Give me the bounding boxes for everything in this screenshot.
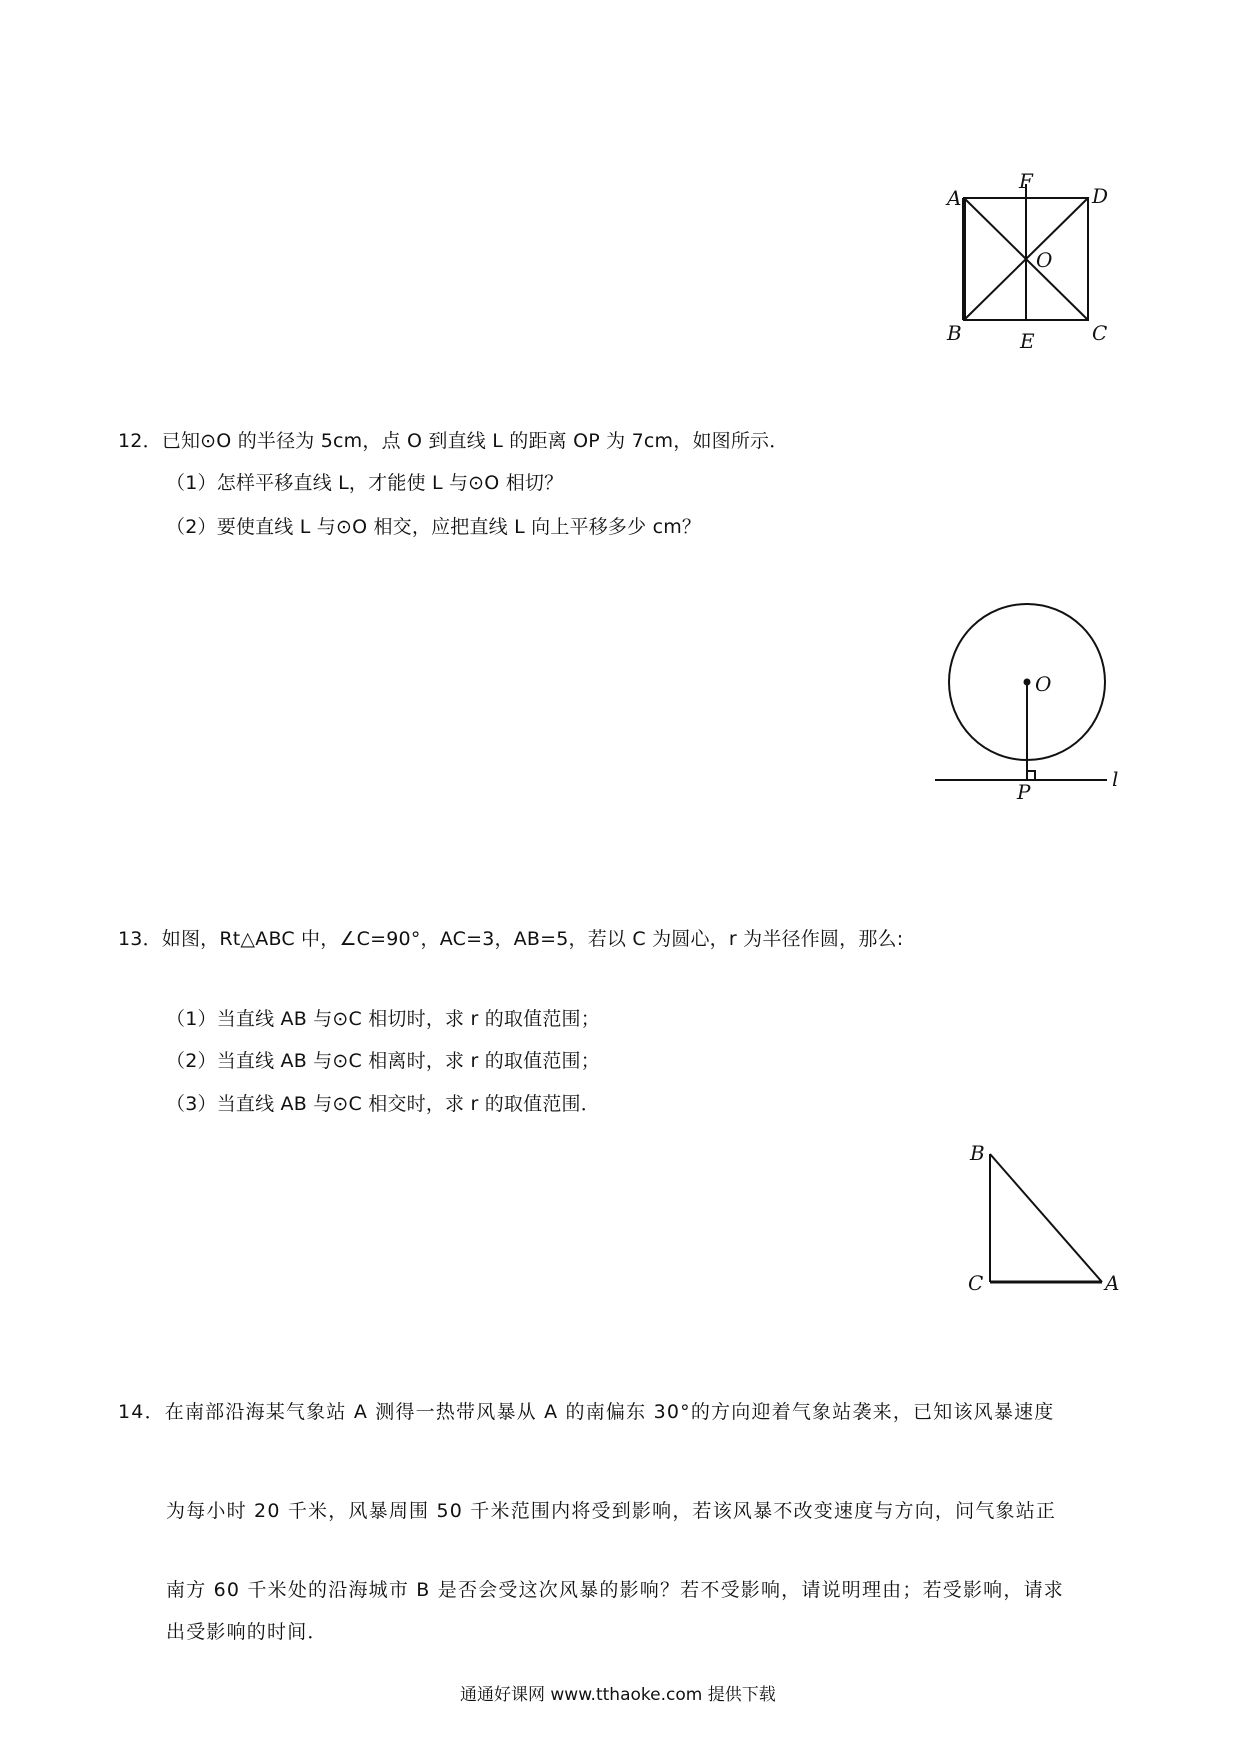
- label-triangle-a: A: [1105, 1271, 1120, 1295]
- problem-14-line-1: 14．在南部沿海某气象站 A 测得一热带风暴从 A 的南偏东 30°的方向迎着气象站袭来，已知该风暴速度: [118, 1401, 1055, 1423]
- problem-13-question-2: （2）当直线 AB 与⊙C 相离时，求 r 的取值范围；: [166, 1050, 600, 1072]
- label-a: A: [947, 186, 962, 210]
- label-o: O: [1036, 248, 1053, 272]
- label-f: F: [1019, 169, 1033, 193]
- problem-14-line-4: 出受影响的时间．: [166, 1621, 328, 1643]
- label-d: D: [1092, 184, 1109, 208]
- problem-14-line-2: 为每小时 20 千米，风暴周围 50 千米范围内将受到影响，若该风暴不改变速度与方向，问气象站正: [166, 1500, 1057, 1522]
- problem-13-stem: 13．如图，Rt△ABC 中，∠C=90°，AC=3，AB=5，若以 C 为圆心，r 为半径作圆，那么:: [118, 928, 904, 950]
- label-line-l: l: [1112, 767, 1119, 791]
- label-c: C: [1092, 321, 1108, 345]
- center-point-o: [1024, 679, 1031, 686]
- right-angle-mark: [1027, 771, 1035, 780]
- label-circle-o: O: [1035, 672, 1052, 696]
- problem-13-question-1: （1）当直线 AB 与⊙C 相切时，求 r 的取值范围；: [166, 1008, 600, 1030]
- label-e: E: [1020, 329, 1035, 353]
- square-diagram: [940, 169, 1140, 353]
- problem-12-question-1: （1）怎样平移直线 L，才能使 L 与⊙O 相切？: [166, 472, 564, 494]
- problem-13-question-3: （3）当直线 AB 与⊙C 相交时，求 r 的取值范围．: [166, 1093, 600, 1115]
- problem-12-stem: 12．已知⊙O 的半径为 5cm，点 O 到直线 L 的距离 OP 为 7cm，如图所示．: [118, 430, 789, 452]
- label-triangle-b: B: [970, 1141, 985, 1165]
- label-p: P: [1017, 780, 1031, 804]
- page-footer: 通通好课网 www.tthaoke.com 提供下载: [460, 1685, 776, 1705]
- problem-14-line-3: 南方 60 千米处的沿海城市 B 是否会受这次风暴的影响？若不受影响，请说明理由；若受影响，请求: [166, 1579, 1064, 1601]
- circle-tangent-diagram: [935, 598, 1135, 808]
- label-triangle-c: C: [968, 1271, 984, 1295]
- side-ab: [990, 1154, 1102, 1282]
- right-triangle-diagram: [960, 1140, 1130, 1310]
- label-b: B: [947, 321, 962, 345]
- problem-12-question-2: （2）要使直线 L 与⊙O 相交，应把直线 L 向上平移多少 cm？: [166, 516, 702, 538]
